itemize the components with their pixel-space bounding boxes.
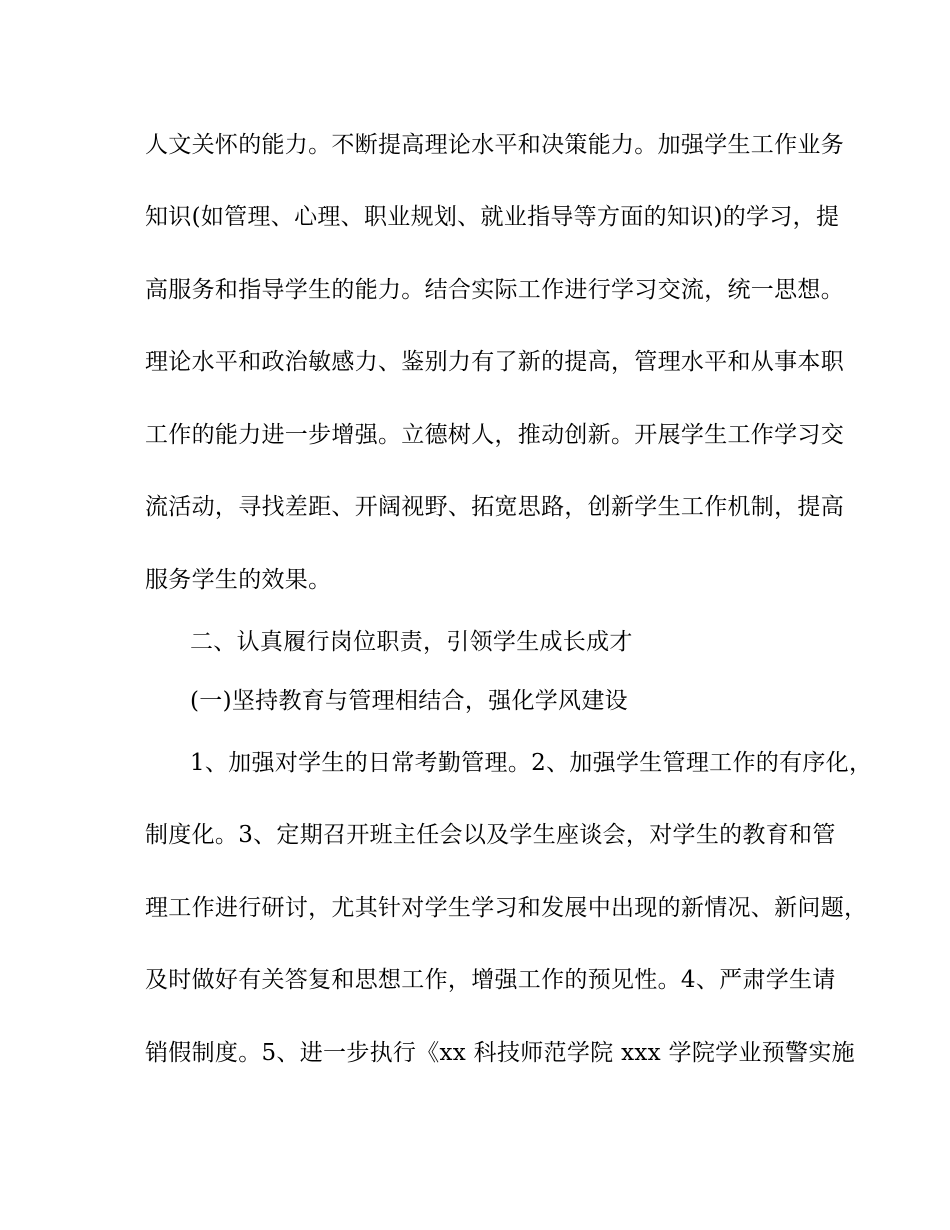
paragraph-line: 制度化。3、定期召开班主任会以及学生座谈会，对学生的教育和管 [145,822,836,848]
paragraph-line: 销假制度。5、进一步执行《xx 科技师范学院 xxx 学院学业预警实施 [145,1040,855,1066]
subsection-heading: (一)坚持教育与管理相结合，强化学风建设 [190,688,628,714]
paragraph-line: 1、加强对学生的日常考勤管理。2、加强学生管理工作的有序化， [190,750,873,776]
paragraph-line: 理论水平和政治敏感力、鉴别力有了新的提高，管理水平和从事本职 [145,349,844,375]
paragraph-line: 工作的能力进一步增强。立德树人，推动创新。开展学生工作学习交 [145,422,844,448]
paragraph-line: 理工作进行研讨，尤其针对学生学习和发展中出现的新情况、新问题， [145,895,868,921]
paragraph-line: 流活动，寻找差距、开阔视野、拓宽思路，创新学生工作机制，提高 [145,494,844,520]
paragraph-line: 高服务和指导学生的能力。结合实际工作进行学习交流，统一思想。 [145,277,844,303]
section-heading: 二、认真履行岗位职责，引领学生成长成才 [190,629,633,655]
paragraph-line: 及时做好有关答复和思想工作，增强工作的预见性。4、严肃学生请 [145,967,836,993]
paragraph-line: 知识(如管理、心理、职业规划、就业指导等方面的知识)的学习，提 [145,204,840,230]
paragraph-line: 服务学生的效果。 [145,567,332,593]
paragraph-line: 人文关怀的能力。不断提高理论水平和决策能力。加强学生工作业务 [145,132,844,158]
